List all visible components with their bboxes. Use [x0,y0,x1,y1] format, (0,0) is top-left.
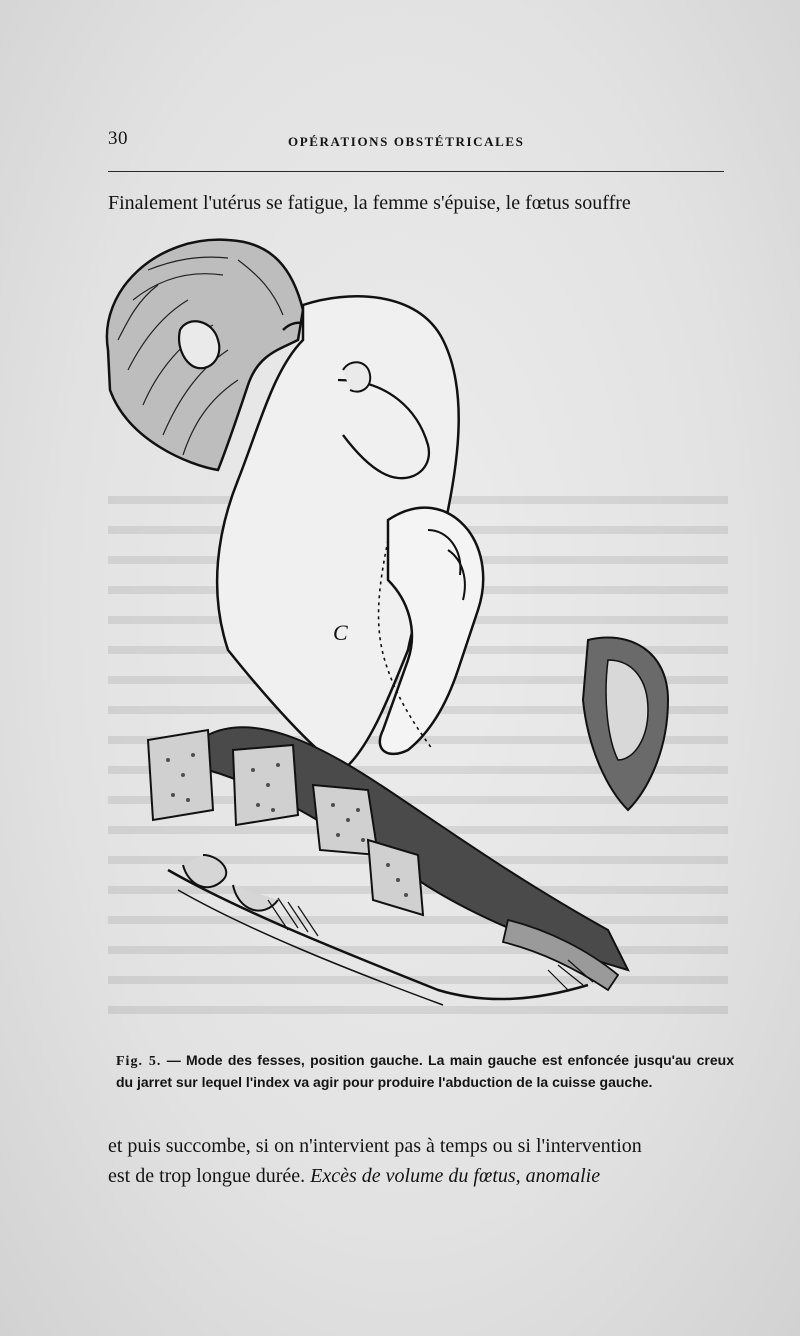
figure-caption [116,1050,734,1092]
figure-illustration [88,230,748,1030]
body-text-line-2: et puis succombe, si on n'intervient pas à temps ou si l'intervention [108,1135,642,1157]
figure-caption-text: — Mode des fesses, position gauche. La main gauche est enfoncée jusqu'au creux du jarret sur lequel l'index va agir pour produire l'abduction de la cuisse gauche. [116,1052,734,1090]
figure-caption-label: Fig. 5. [116,1054,162,1069]
breech-presentation-engraving-icon [88,230,748,1030]
body-text-line-3-italic: Excès de volume du fœtus, anomalie [310,1165,601,1187]
figure-letter-c: C [333,620,348,645]
running-title: OPÉRATIONS OBSTÉTRICALES [288,134,525,149]
body-text-line-3-plain: est de trop longue durée. [108,1165,306,1187]
page-number: 30 [108,128,128,149]
header-rule [108,171,724,172]
body-text-line-3 [108,1165,728,1188]
body-text-line-1: Finalement l'utérus se fatigue, la femme s'épuise, le fœtus souffre [108,192,631,214]
